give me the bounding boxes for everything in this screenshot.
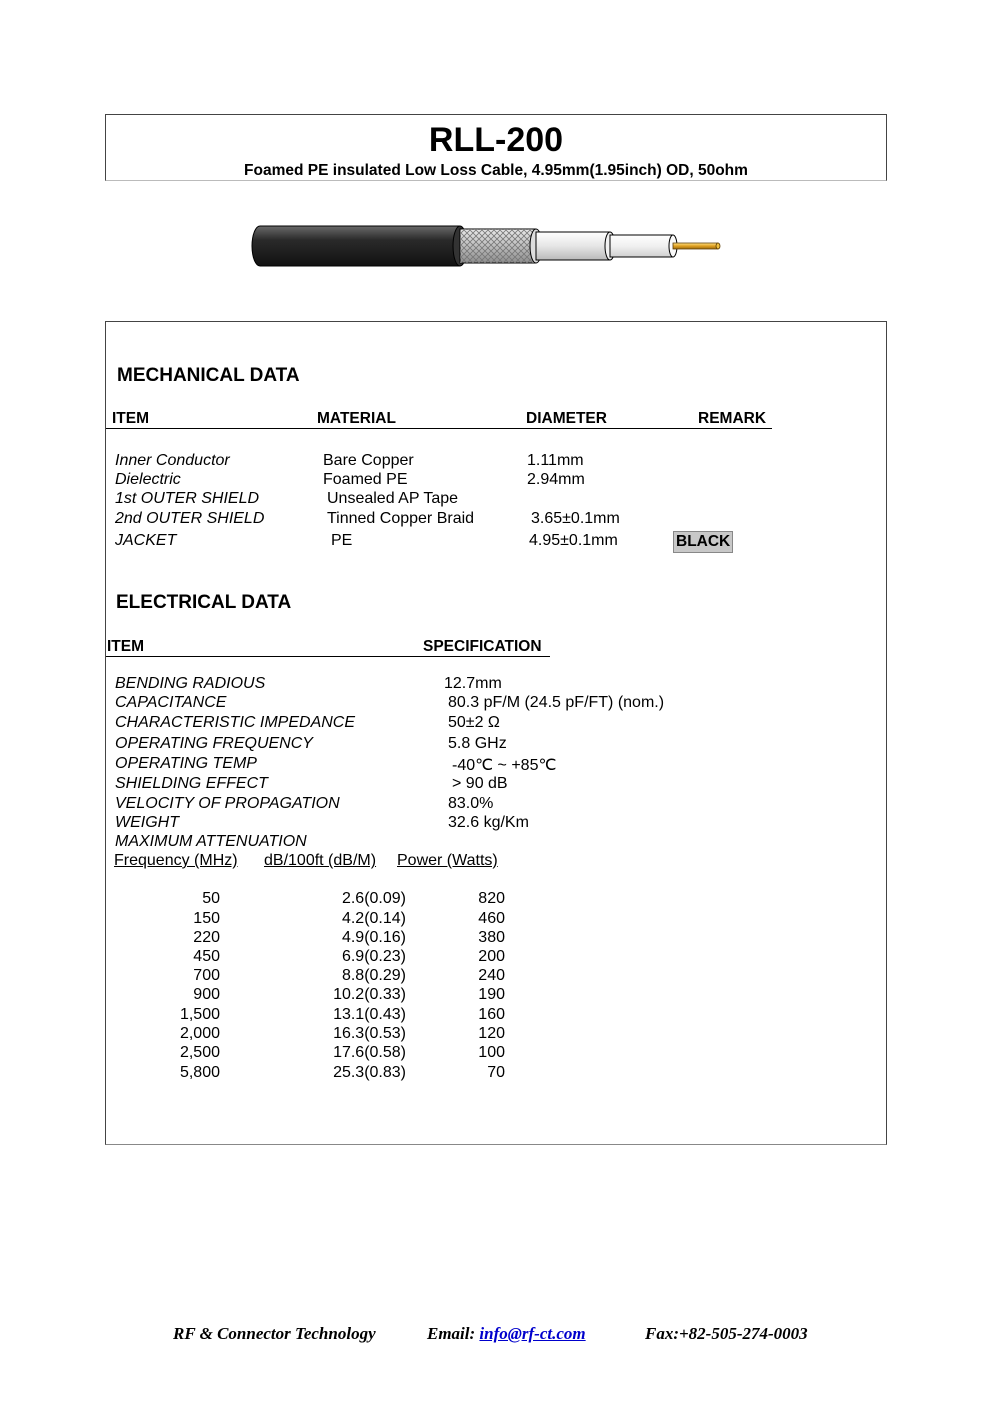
footer-fax: Fax:+82-505-274-0003 <box>645 1324 808 1343</box>
footer-email-link[interactable]: info@rf-ct.com <box>479 1324 586 1343</box>
attenuation-power: 100 <box>478 1044 505 1061</box>
attenuation-frequency: 450 <box>193 948 220 965</box>
mechanical-section-title: MECHANICAL DATA <box>117 365 300 386</box>
elec-row-item: OPERATING TEMP <box>115 755 257 772</box>
attenuation-loss: 2.6(0.09) <box>341 890 406 907</box>
attenuation-loss: 17.6(0.58) <box>333 1044 406 1061</box>
attenuation-power: 120 <box>478 1025 505 1042</box>
attenuation-loss: 13.1(0.43) <box>333 1006 406 1023</box>
attenuation-frequency: 1,500 <box>179 1006 220 1023</box>
elec-header-underline <box>106 656 550 657</box>
elec-row-spec: -40℃ ~ +85℃ <box>452 757 557 774</box>
elec-row-item: CAPACITANCE <box>115 694 227 711</box>
attenuation-loss: 8.8(0.29) <box>341 967 406 984</box>
attenuation-frequency: 150 <box>193 910 220 927</box>
coaxial-cable-icon <box>248 218 728 274</box>
elec-header-specification: SPECIFICATION <box>423 638 542 655</box>
attenuation-loss: 10.2(0.33) <box>333 986 406 1003</box>
attenuation-power: 70 <box>487 1064 505 1081</box>
footer-email-label: Email: <box>427 1324 476 1343</box>
attenuation-frequency: 900 <box>193 986 220 1003</box>
elec-row-spec: > 90 dB <box>452 775 508 792</box>
elec-row-item: WEIGHT <box>115 814 179 831</box>
attenuation-loss: 4.2(0.14) <box>341 910 406 927</box>
attenuation-power: 380 <box>478 929 505 946</box>
attenuation-power: 460 <box>478 910 505 927</box>
attenuation-header-loss: dB/100ft (dB/M) <box>264 852 377 869</box>
mech-row-material: Foamed PE <box>323 471 408 488</box>
attenuation-loss: 25.3(0.83) <box>333 1064 406 1081</box>
attenuation-frequency: 2,500 <box>179 1044 220 1061</box>
attenuation-power: 190 <box>478 986 505 1003</box>
attenuation-frequency: 5,800 <box>179 1064 220 1081</box>
mech-row-item: Inner Conductor <box>115 452 230 469</box>
mech-row-material: PE <box>331 532 353 549</box>
attenuation-frequency: 220 <box>193 929 220 946</box>
mech-row-diameter: 3.65±0.1mm <box>531 510 620 527</box>
elec-row-spec: 50±2 Ω <box>448 714 500 731</box>
elec-row-item: VELOCITY OF PROPAGATION <box>115 795 340 812</box>
mech-row-material: Unsealed AP Tape <box>327 490 459 507</box>
product-subtitle: Foamed PE insulated Low Loss Cable, 4.95mm(1.95inch) OD, 50ohm <box>244 162 748 179</box>
mech-row-diameter: 4.95±0.1mm <box>529 532 618 549</box>
mech-row-item: JACKET <box>115 532 177 549</box>
mech-header-remark: REMARK <box>698 410 767 427</box>
attenuation-frequency: 50 <box>202 890 220 907</box>
attenuation-loss: 6.9(0.23) <box>341 948 406 965</box>
mech-row-item: 1st OUTER SHIELD <box>115 490 260 507</box>
attenuation-header-frequency: Frequency (MHz) <box>114 852 238 869</box>
footer-company: RF & Connector Technology <box>173 1324 376 1343</box>
elec-row-item: SHIELDING EFFECT <box>115 775 268 792</box>
elec-row-item: BENDING RADIOUS <box>115 675 266 692</box>
mech-header-material: MATERIAL <box>317 410 396 427</box>
attenuation-header-power: Power (Watts) <box>397 852 498 869</box>
elec-header-item: ITEM <box>107 638 145 655</box>
mech-row-material: Bare Copper <box>323 452 414 469</box>
product-title: RLL-200 <box>428 121 564 159</box>
mech-header-underline <box>106 428 772 429</box>
jacket-color-badge: BLACK <box>673 531 733 553</box>
elec-row-spec: 5.8 GHz <box>448 735 507 752</box>
attenuation-power: 200 <box>478 948 505 965</box>
footer-email <box>427 1324 586 1344</box>
attenuation-frequency: 2,000 <box>179 1025 220 1042</box>
elec-row-spec: 32.6 kg/Km <box>448 814 529 831</box>
mech-row-diameter: 2.94mm <box>527 471 585 488</box>
attenuation-power: 160 <box>478 1006 505 1023</box>
mech-row-item: 2nd OUTER SHIELD <box>115 510 265 527</box>
attenuation-title: MAXIMUM ATTENUATION <box>115 833 307 850</box>
mech-row-material: Tinned Copper Braid <box>327 510 475 527</box>
elec-row-spec: 80.3 pF/M (24.5 pF/FT) (nom.) <box>448 694 665 711</box>
elec-row-spec: 83.0% <box>448 795 494 812</box>
attenuation-loss: 16.3(0.53) <box>333 1025 406 1042</box>
title-box <box>105 114 887 181</box>
electrical-section-title: ELECTRICAL DATA <box>116 592 292 613</box>
attenuation-power: 240 <box>478 967 505 984</box>
elec-row-item: CHARACTERISTIC IMPEDANCE <box>115 714 356 731</box>
mech-row-item: Dielectric <box>115 471 181 488</box>
mech-header-diameter: DIAMETER <box>526 410 607 427</box>
mech-header-item: ITEM <box>112 410 150 427</box>
attenuation-frequency: 700 <box>193 967 220 984</box>
elec-row-spec: 12.7mm <box>444 675 502 692</box>
attenuation-loss: 4.9(0.16) <box>341 929 406 946</box>
elec-row-item: OPERATING FREQUENCY <box>115 735 313 752</box>
mech-row-diameter: 1.11mm <box>527 452 584 469</box>
attenuation-power: 820 <box>478 890 505 907</box>
